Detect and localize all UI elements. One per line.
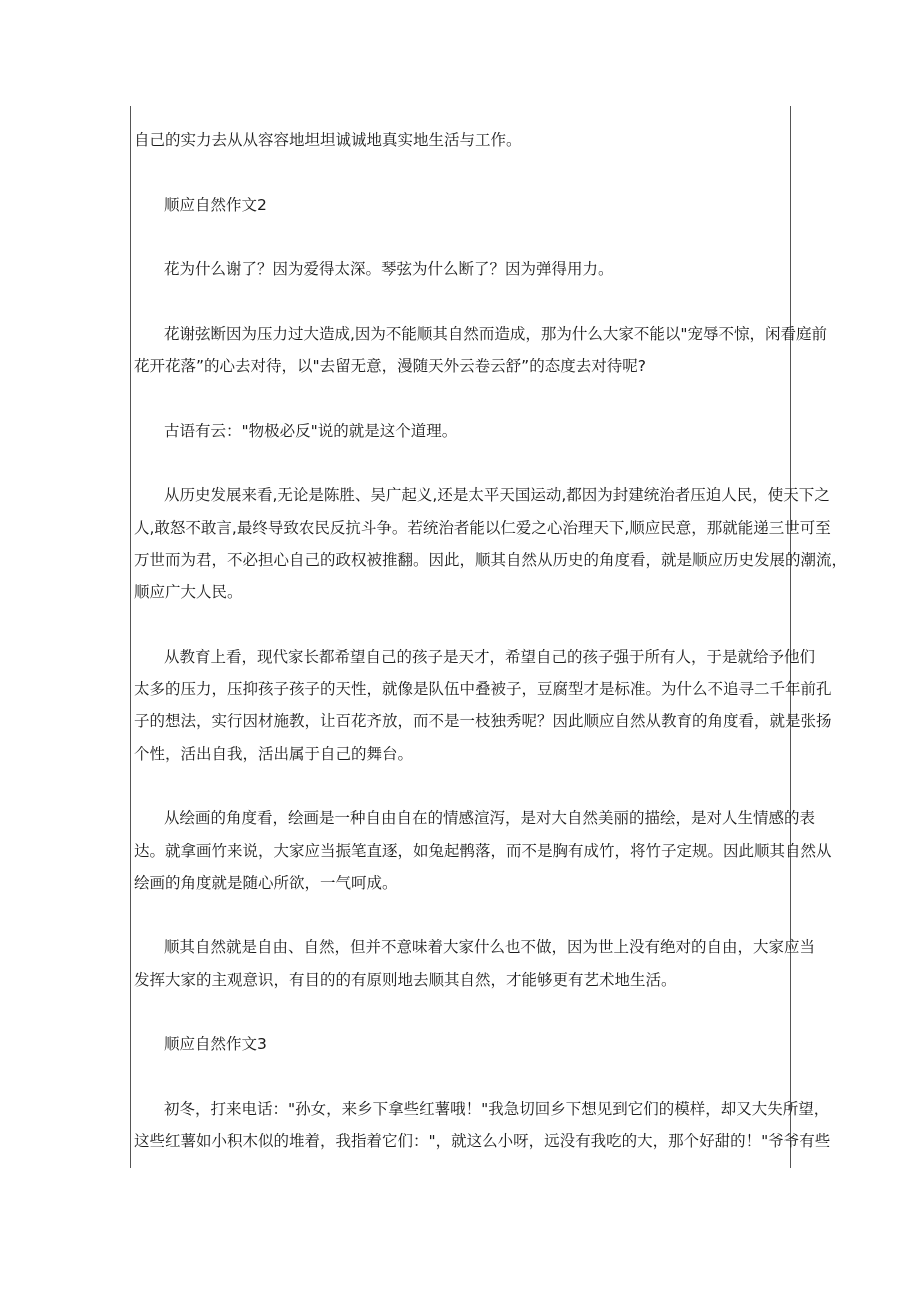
text-line: 自己的实力去从从容容地坦坦诚诚地真实地生活与工作。 <box>134 131 522 149</box>
text-line: 顺应广大人民。 <box>134 583 243 602</box>
blank-line <box>134 899 792 931</box>
text-line: 花为什么谢了？因为爱得太深。琴弦为什么断了？因为弹得用力。 <box>164 260 614 279</box>
text-line: 从教育上看，现代家长都希望自己的孩子是天才，希望自己的孩子强于所有人，于是就给予他们 <box>164 647 816 666</box>
text-line: 这些红薯如小积木似的堆着，我指着它们："，就这么小呀，远没有我吃的大，那个好甜的！"爷爷有些 <box>134 1132 831 1151</box>
text-line: 太多的压力，压抑孩子孩子的天性，就像是队伍中叠被子，豆腐型才是标准。为什么不追寻二千年前孔 <box>134 680 832 699</box>
text-line: 顺应自然作文3 <box>164 1035 267 1054</box>
text-line: 古语有云："物极必反"说的就是这个道理。 <box>164 421 458 440</box>
text-line: 发挥大家的主观意识，有目的的有原则地去顺其自然，才能够更有艺术地生活。 <box>134 970 677 989</box>
left-margin-rule <box>130 106 131 1168</box>
text-line: 顺应自然作文2 <box>164 195 267 214</box>
text-line: 人,敢怒不敢言,最终导致农民反抗斗争。若统治者能以仁爱之心治理天下,顺应民意，那就能递三世可至 <box>134 518 831 537</box>
text-line: 个性，活出自我，活出属于自己的舞台。 <box>134 744 414 763</box>
blank-line <box>134 1061 792 1093</box>
blank-line <box>134 382 792 414</box>
blank-line <box>134 996 792 1028</box>
blank-line <box>134 156 792 188</box>
text-line: 子的想法，实行因材施教，让百花齐放，而不是一枝独秀呢？因此顺应自然从教育的角度看，就是张扬 <box>134 712 832 731</box>
text-line: 从绘画的角度看，绘画是一种自由自在的情感渲泻，是对大自然美丽的描绘，是对人生情感的表 <box>164 809 816 828</box>
text-line: 花开花落”的心去对待，以"去留无意，漫随天外云卷云舒”的态度去对待呢? <box>134 357 646 376</box>
blank-line <box>134 221 792 253</box>
document-body <box>134 124 848 1158</box>
text-line: 万世而为君，不必担心自己的政权被推翻。因此，顺其自然从历史的角度看，就是顺应历史发展的潮流， <box>134 550 848 569</box>
blank-line <box>134 608 792 640</box>
blank-line <box>134 770 792 802</box>
blank-line <box>134 447 792 479</box>
text-line: 从历史发展来看,无论是陈胜、吴广起义,还是太平天国运动,都因为封建统治者压迫人民，使天下之 <box>164 486 830 505</box>
text-line: 达。就拿画竹来说，大家应当振笔直逐，如兔起鹘落，而不是胸有成竹，将竹子定规。因此顺其自然从 <box>134 841 832 860</box>
text-line: 顺其自然就是自由、自然，但并不意味着大家什么也不做，因为世上没有绝对的自由，大家应当 <box>164 938 816 957</box>
text-line: 初冬，打来电话："孙女，来乡下拿些红薯哦！"我急切回乡下想见到它们的模样，却又大失所望， <box>164 1099 830 1118</box>
blank-line <box>134 285 792 317</box>
text-line: 绘画的角度就是随心所欲，一气呵成。 <box>134 873 398 892</box>
text-line: 花谢弦断因为压力过大造成,因为不能顺其自然而造成，那为什么大家不能以"宠辱不惊，闲看庭前 <box>164 324 828 343</box>
